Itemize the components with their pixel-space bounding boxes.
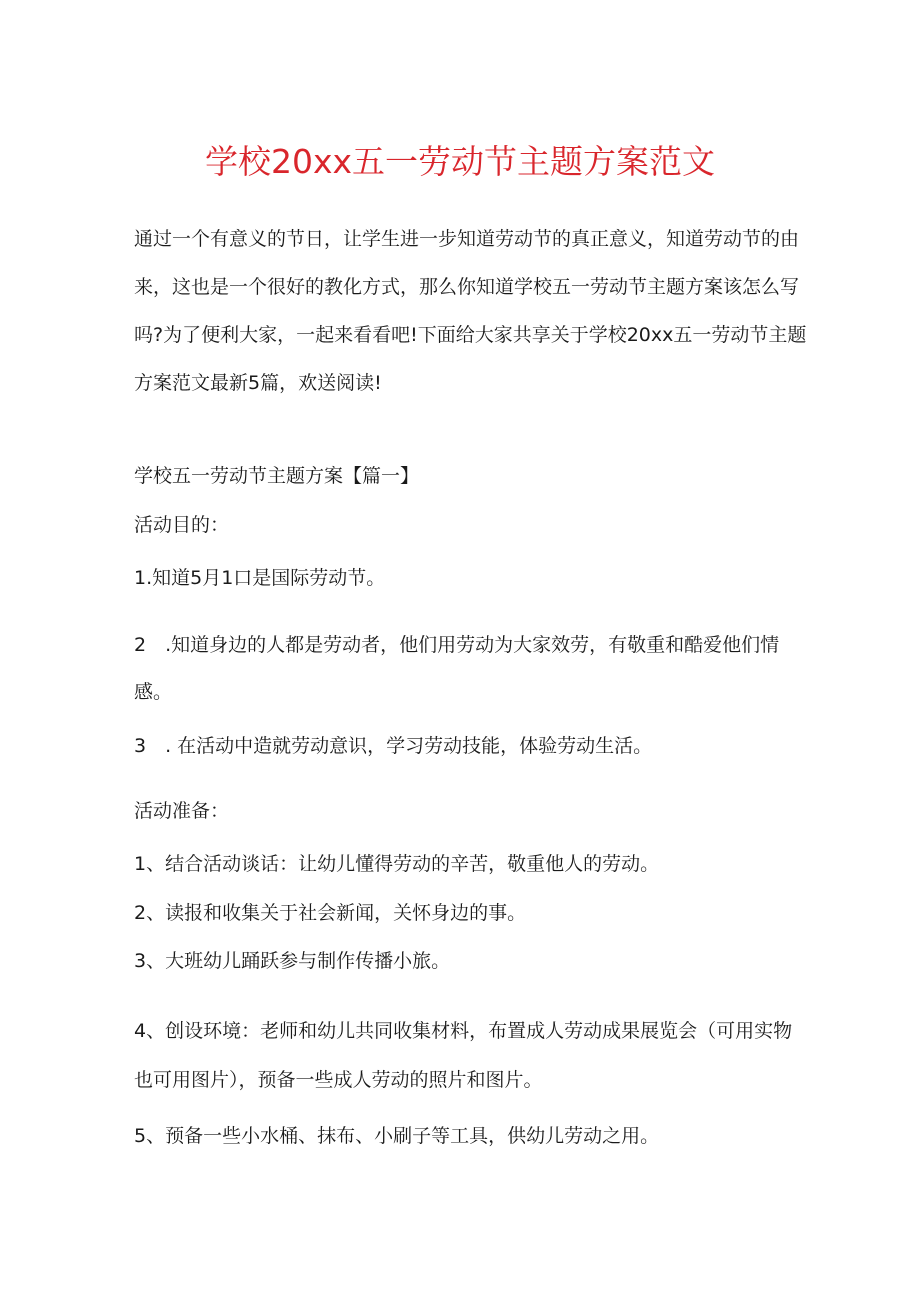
intro-line-1: 通过一个有意义的节日，让学生进一步知道劳动节的真正意义，知道劳动节的由 bbox=[134, 228, 800, 250]
intro-paragraph bbox=[134, 220, 807, 412]
prep-item-5: 5、预备一些小水桶、抹布、小刷子等工具，供幼儿劳动之用。 bbox=[134, 1125, 660, 1147]
goal-item-2-cont: 感。 bbox=[134, 681, 173, 703]
prep-item-2: 2、读报和收集关于社会新闻，关怀身边的事。 bbox=[134, 902, 527, 924]
goal-heading: 活动目的： bbox=[134, 514, 230, 536]
goal-item-1: 1.知道5月1口是国际劳动节。 bbox=[134, 567, 386, 589]
goal-item-3: 3 . 在活动中造就劳动意识，学习劳动技能，体验劳动生活。 bbox=[134, 735, 653, 757]
prep-item-4-cont: 也可用图片），预备一些成人劳动的照片和图片。 bbox=[134, 1069, 543, 1091]
prep-item-4: 4、创设环境：老师和幼儿共同收集材料，布置成人劳动成果展览会（可用实物 bbox=[134, 1020, 793, 1042]
prep-heading: 活动准备： bbox=[134, 800, 230, 822]
intro-line-3: 吗?为了便利大家，一起来看看吧!下面给大家共享关于学校20xx五一劳动节主题 bbox=[134, 324, 807, 346]
intro-line-2: 来，这也是一个很好的教化方式，那么你知道学校五一劳动节主题方案该怎么写 bbox=[134, 276, 800, 298]
prep-item-1: 1、结合活动谈话：让幼儿懂得劳动的辛苦，敬重他人的劳动。 bbox=[134, 853, 660, 875]
goal-item-2: 2 .知道身边的人都是劳动者，他们用劳动为大家效劳，有敬重和酷爱他们情 bbox=[134, 634, 780, 656]
prep-item-3: 3、大班幼儿踊跃参与制作传播小旅。 bbox=[134, 950, 451, 972]
document-title: 学校20xx五一劳动节主题方案范文 bbox=[204, 142, 716, 181]
intro-line-4: 方案范文最新5篇，欢送阅读! bbox=[134, 372, 382, 394]
section-heading: 学校五一劳动节主题方案【篇一】 bbox=[134, 465, 420, 487]
